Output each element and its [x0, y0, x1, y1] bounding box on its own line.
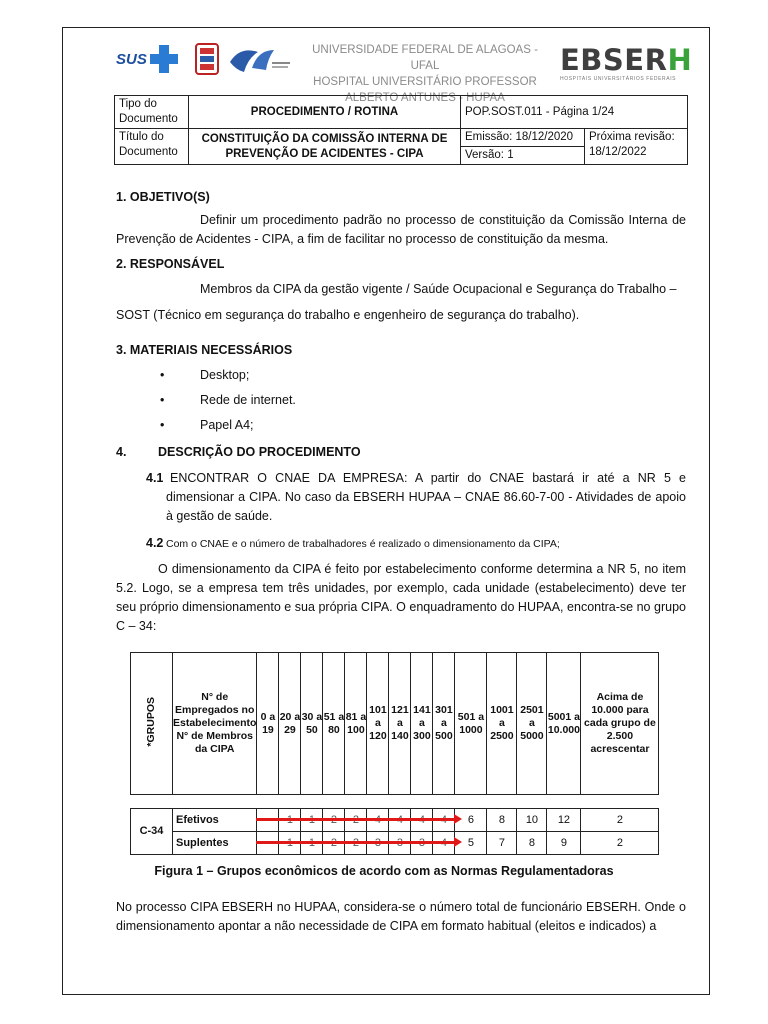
range-header: Acima de 10.000 para cada grupo de 2.500 acrescentar [581, 653, 659, 795]
ebserh-name: EBSER [560, 43, 668, 77]
ebserh-logo [560, 43, 694, 82]
table-cell: 7 [487, 832, 517, 855]
range-header: 101 a 120 [367, 653, 389, 795]
table-cell: 6 [455, 809, 487, 832]
tipo-label: Tipo do Documento [115, 96, 189, 129]
titulo-label: Título do Documento [115, 129, 189, 165]
table-cell: 9 [547, 832, 581, 855]
figure-caption: Figura 1 – Grupos econômicos de acordo com as Normas Regulamentadoras [154, 864, 614, 878]
groups-header: *GRUPOS [131, 653, 173, 795]
table-cell: 8 [517, 832, 547, 855]
arrow-right-icon [256, 841, 456, 844]
arrow-right-icon [256, 818, 456, 821]
section-4-2-number: 4.2 [146, 536, 164, 550]
section-4-2-body: Com o CNAE e o número de trabalhadores é realizado o dimensionamento da CIPA; [166, 538, 560, 550]
section-2-body-line2: SOST (Técnico em segurança do trabalho e engenheiro de segurança do trabalho). [116, 308, 580, 322]
group-cell: C-34 [131, 809, 173, 855]
range-header: 81 a 100 [345, 653, 367, 795]
material-item: Rede de internet. [200, 393, 296, 407]
row-label: Efetivos [173, 809, 257, 832]
range-header: 501 a 1000 [455, 653, 487, 795]
table-cell: 5 [455, 832, 487, 855]
range-header: 2501 a 5000 [517, 653, 547, 795]
employees-header: N° de Empregados no Estabelecimento N° de Membros da CIPA [173, 653, 257, 795]
section-1-title: 1. OBJETIVO(S) [116, 190, 210, 204]
range-header: 20 a 29 [279, 653, 301, 795]
table-cell: 12 [547, 809, 581, 832]
range-header: 5001 a 10.000 [547, 653, 581, 795]
proxima-revisao: Próxima revisão: 18/12/2022 [585, 129, 688, 165]
section-4-number: 4. [116, 445, 127, 459]
section-2-title: 2. RESPONSÁVEL [116, 257, 225, 271]
range-header: 141 a 300 [411, 653, 433, 795]
section-4-2-paragraph: O dimensionamento da CIPA é feito por estabelecimento conforme determina a NR 5, no item 5.2. Logo, se a empresa tem três unidades, por exemplo, cada unidade (estabelecimento) deve ter seu próprio dimensionamento e sua própria CIPA. O enquadramento do HUPAA, encontra-se no grupo C – 34: [116, 562, 686, 633]
versao: Versão: 1 [461, 147, 585, 165]
table-cell: 2 [581, 809, 659, 832]
emissao: Emissão: 18/12/2020 [461, 129, 585, 147]
ebserh-subtitle: HOSPITAIS UNIVERSITÁRIOS FEDERAIS [560, 76, 677, 82]
titulo-value: CONSTITUIÇÃO DA COMISSÃO INTERNA DE PREVENÇÃO DE ACIDENTES - CIPA [189, 129, 461, 165]
section-4-1-body: ENCONTRAR O CNAE DA EMPRESA: A partir do CNAE bastará ir até a NR 5 e dimensionar a CIPA. No caso da EBSERH HUPAA – CNAE 86.60-7-00 - Atividades de apoio à gestão de saúde. [166, 471, 686, 523]
section-4-1-number: 4.1 [146, 471, 164, 485]
institution-line: HOSPITAL UNIVERSITÁRIO PROFESSOR [313, 76, 537, 88]
sus-logo [116, 40, 178, 78]
material-item: Papel A4; [200, 418, 254, 432]
hospital-logo-icon [228, 44, 292, 74]
section-2-body-line1: Membros da CIPA da gestão vigente / Saúde Ocupacional e Segurança do Trabalho – [200, 282, 677, 296]
sus-cross-icon [150, 45, 178, 73]
tipo-value: PROCEDIMENTO / ROTINA [189, 96, 461, 129]
range-header: 1001 a 2500 [487, 653, 517, 795]
closing-paragraph: No processo CIPA EBSERH no HUPAA, considera-se o número total de funcionário EBSERH. Onde o dimensionamento apontar a não necessidade de CIPA em formato habitual (eleitos e indicados) a [116, 900, 686, 933]
range-header: 301 a 500 [433, 653, 455, 795]
range-header: 0 a 19 [257, 653, 279, 795]
row-label: Suplentes [173, 832, 257, 855]
section-1-body: Definir um procedimento padrão no processo de constituição da Comissão Interna de Prevenção de Acidentes - CIPA, a fim de facilitar no processo de constituição da mesma. [116, 213, 686, 246]
table-cell: 2 [581, 832, 659, 855]
sus-label: SUS [116, 50, 147, 68]
section-4-title: DESCRIÇÃO DO PROCEDIMENTO [158, 445, 361, 459]
table-cell: 8 [487, 809, 517, 832]
range-header: 121 a 140 [389, 653, 411, 795]
section-3-title: 3. MATERIAIS NECESSÁRIOS [116, 343, 293, 357]
ebserh-accent: H [667, 43, 693, 77]
range-header: 30 a 50 [301, 653, 323, 795]
range-header: 51 a 80 [323, 653, 345, 795]
bullet-icon: • [160, 368, 165, 382]
cipa-sizing-table [130, 652, 659, 855]
doc-code: POP.SOST.011 - Página 1/24 [461, 96, 688, 129]
material-item: Desktop; [200, 368, 250, 382]
bullet-icon: • [160, 418, 165, 432]
document-header-table [114, 95, 688, 165]
institution-line: UNIVERSIDADE FEDERAL DE ALAGOAS - UFAL [312, 44, 538, 72]
ufal-crest-icon [194, 42, 220, 76]
institution-line: ALBERTO ANTUNES - HUPAA [345, 92, 505, 104]
cipa-sizing-figure [130, 652, 670, 856]
table-cell: 10 [517, 809, 547, 832]
bullet-icon: • [160, 393, 165, 407]
